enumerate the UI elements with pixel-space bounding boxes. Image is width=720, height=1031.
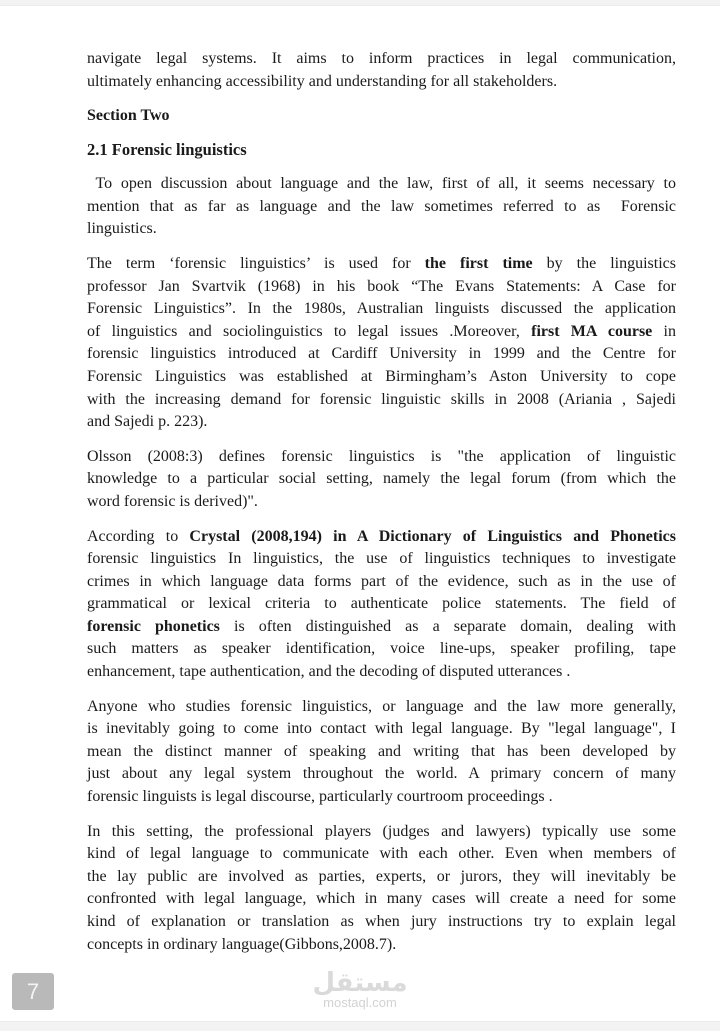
text-line: enhancement, tape authentication, and the decoding of disputed utterances .	[87, 663, 571, 681]
text-line: forensic phonetics is often distinguished as a separate domain, dealing with	[87, 617, 676, 635]
text-line: forensic linguistics In linguistics, the use of linguistics techniques to investigate	[87, 550, 676, 568]
paragraph-history	[87, 253, 676, 434]
watermark-arabic-text: مستقل	[312, 967, 408, 997]
text-line: with the increasing demand for forensic linguistic skills in 2008 (Ariania , Sajedi	[87, 390, 676, 408]
text-line: concepts in ordinary language(Gibbons,2008.7).	[87, 935, 397, 953]
text-line: In this setting, the professional players (judges and lawyers) typically use some	[87, 822, 676, 840]
text-line: word forensic is derived)".	[87, 492, 258, 510]
text-line: The term ‘forensic linguistics’ is used for the first time by the linguistics	[87, 254, 677, 272]
text-line: mention that as far as language and the law sometimes referred to as Forensic	[87, 197, 676, 215]
text-line: knowledge to a particular social setting, namely the legal forum (from which the	[87, 470, 676, 488]
page-number-badge[interactable]: 7	[12, 973, 54, 1010]
paragraph-setting	[87, 821, 676, 957]
subsection-heading: 2.1 Forensic linguistics	[87, 140, 247, 160]
text-line: mean the distinct manner of speaking and writing that has been developed by	[87, 742, 676, 760]
paragraph-olsson	[87, 446, 676, 514]
bold-emphasis: forensic phonetics	[87, 617, 220, 635]
paragraph-legal-language	[87, 696, 676, 809]
bold-emphasis: first MA course	[531, 322, 653, 340]
viewer-top-edge	[0, 0, 720, 6]
text-line: grammatical or lexical criteria to authenticate police statements. The field of	[87, 595, 676, 613]
text-line: Anyone who studies forensic linguistics, or language and the law more generally,	[87, 697, 676, 715]
text-line: kind of legal language to communicate with each other. Even when members of	[87, 845, 676, 863]
text-line: Forensic Linguistics”. In the 1980s, Australian linguists discussed the application	[87, 300, 676, 318]
text-line: Olsson (2008:3) defines forensic linguistics is "the application of linguistic	[87, 447, 676, 465]
text-line: linguistics.	[87, 220, 157, 238]
text-line: and Sajedi p. 223).	[87, 413, 208, 431]
text-line: forensic linguistics introduced at Cardiff University in 1999 and the Centre for	[87, 345, 676, 363]
intro-paragraph	[87, 48, 676, 93]
text-line: navigate legal systems. It aims to inform practices in legal communication,	[87, 50, 676, 67]
text-line: ultimately enhancing accessibility and understanding for all stakeholders.	[87, 72, 558, 90]
mostaql-watermark-logo	[300, 968, 420, 1010]
text-line: the lay public are involved as parties, experts, or jurors, they will inevitably be	[87, 867, 676, 885]
bold-emphasis: Crystal (2008,194) in A Dictionary of Linguistics and Phonetics	[189, 527, 676, 545]
paragraph-crystal	[87, 526, 676, 684]
text-line: forensic linguists is legal discourse, particularly courtroom proceedings .	[87, 788, 553, 806]
text-line: confronted with legal language, which in many cases will create a need for some	[87, 890, 676, 908]
text-line: just about any legal system throughout the world. A primary concern of many	[87, 765, 676, 783]
watermark-latin-text: mostaql.com	[323, 995, 397, 1010]
section-heading: Section Two	[87, 107, 170, 125]
text-line: According to Crystal (2008,194) in A Dictionary of Linguistics and Phonetics	[87, 527, 676, 545]
bold-emphasis: the first time	[424, 254, 533, 272]
text-line: Forensic Linguistics was established at Birmingham’s Aston University to cope	[87, 367, 676, 385]
text-line: professor Jan Svartvik (1968) in his book “The Evans Statements: A Case for	[87, 277, 676, 295]
text-line: kind of explanation or translation as when jury instructions try to explain legal	[87, 913, 676, 930]
text-line: To open discussion about language and the law, first of all, it seems necessary to	[87, 175, 676, 193]
paragraph-opening	[87, 173, 676, 241]
text-line: crimes in which language data forms part of the evidence, such as in the use of	[87, 572, 676, 590]
document-page	[87, 48, 676, 968]
text-line: of linguistics and sociolinguistics to legal issues .Moreover, first MA course in	[87, 322, 676, 340]
text-line: such matters as speaker identification, voice line-ups, speaker profiling, tape	[87, 640, 676, 658]
text-line: is inevitably going to come into contact with legal language. By "legal language", I	[87, 720, 676, 738]
